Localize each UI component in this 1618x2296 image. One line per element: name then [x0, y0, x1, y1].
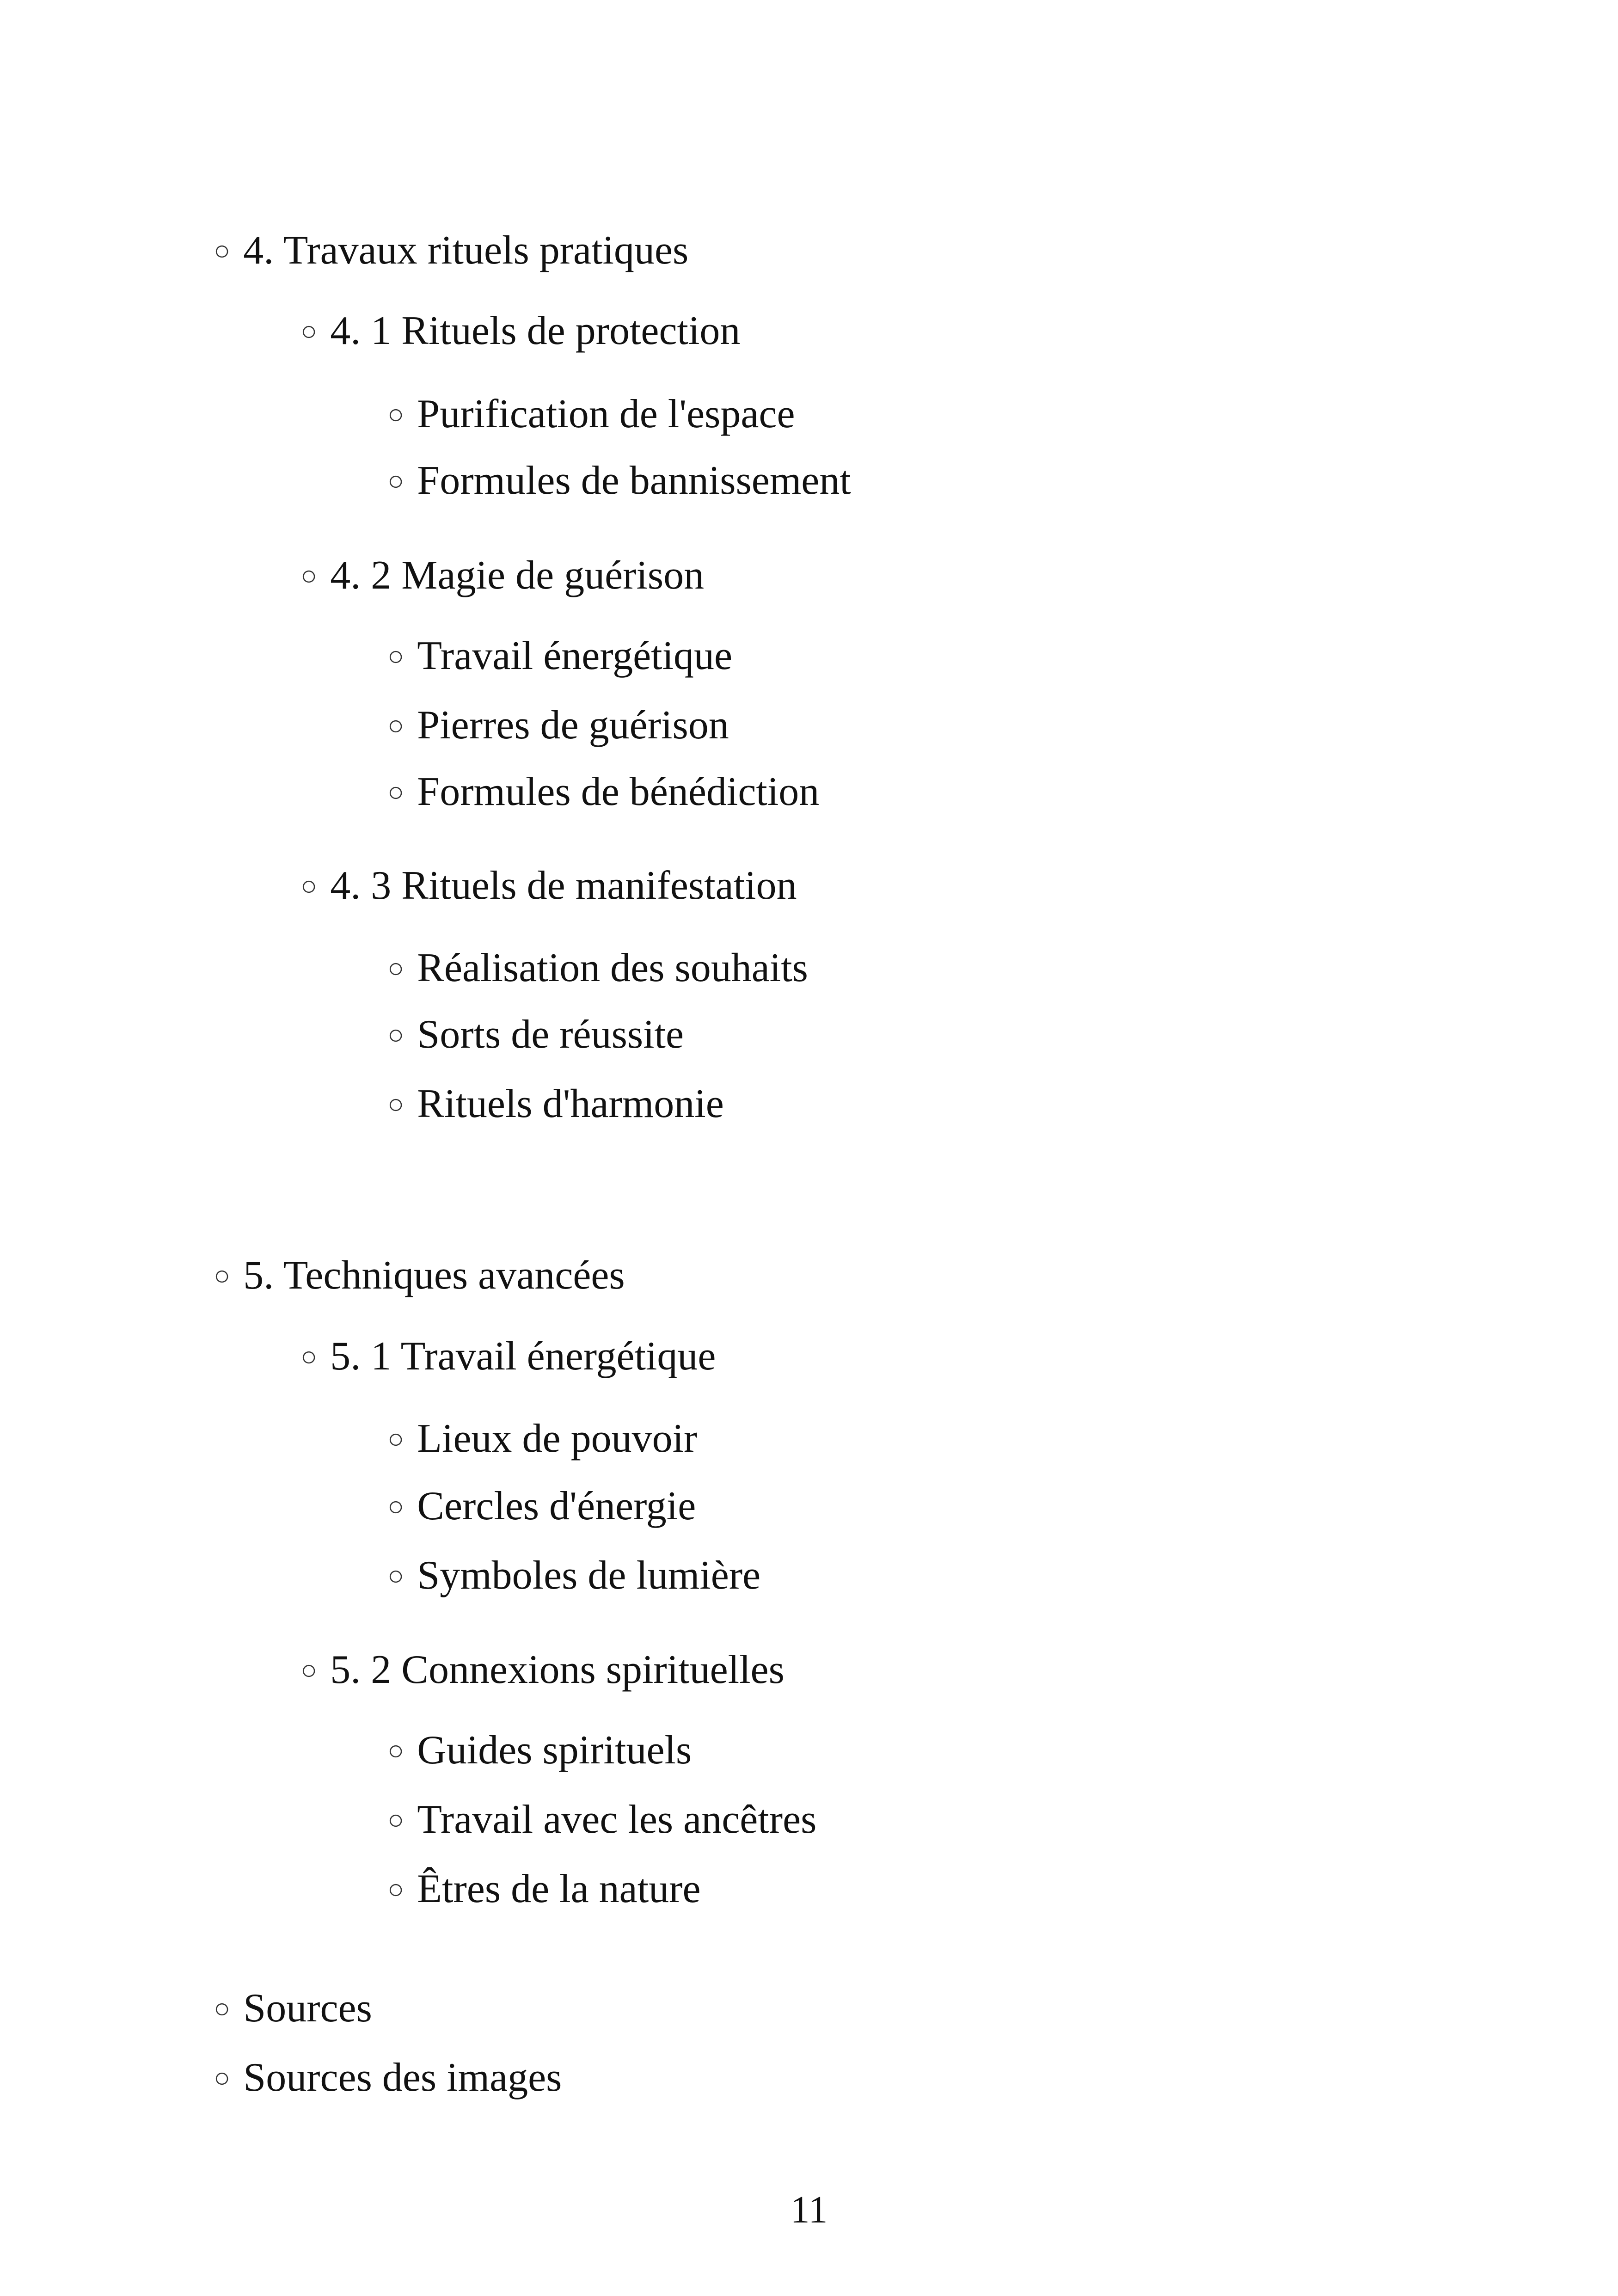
toc-item-label: Formules de bénédiction: [417, 769, 820, 814]
toc-item-label: Purification de l'espace: [417, 392, 795, 436]
bullet-circle-icon: ○: [300, 316, 318, 346]
bullet-circle-icon: ○: [387, 1735, 404, 1766]
bullet-circle-icon: ○: [214, 1260, 231, 1291]
toc-item-level-3: [387, 633, 733, 678]
bullet-circle-icon: ○: [387, 1019, 404, 1050]
toc-item-label: Lieux de pouvoir: [417, 1416, 698, 1461]
toc-item-label: Réalisation des souhaits: [417, 945, 808, 990]
toc-item-level-3: [387, 1418, 697, 1459]
bullet-circle-icon: ○: [387, 1491, 404, 1522]
toc-item-label: 4. Travaux rituels pratiques: [243, 228, 689, 273]
toc-item-level-3: [387, 394, 795, 435]
toc-item-label: Cercles d'énergie: [417, 1484, 696, 1529]
toc-item-label: Sorts de réussite: [417, 1012, 684, 1057]
toc-item-level-3: [387, 1866, 701, 1911]
bullet-circle-icon: ○: [387, 710, 404, 741]
toc-item-level-3: [387, 945, 808, 990]
bullet-circle-icon: ○: [387, 1805, 404, 1835]
toc-item-label: Guides spirituels: [417, 1728, 692, 1773]
toc-item-label: Symboles de lumière: [417, 1553, 761, 1598]
toc-item-label: Sources des images: [243, 2055, 562, 2100]
bullet-circle-icon: ○: [214, 1993, 231, 2024]
bullet-circle-icon: ○: [387, 399, 404, 430]
toc-item-label: Travail énergétique: [417, 633, 733, 678]
toc-item-level-3: [387, 1486, 696, 1527]
toc-item-level-1: [214, 230, 688, 271]
toc-item-label: 5. 1 Travail énergétique: [330, 1334, 716, 1379]
toc-item-level-1: [214, 1988, 372, 2029]
bullet-circle-icon: ○: [387, 1874, 404, 1904]
bullet-circle-icon: ○: [387, 466, 404, 496]
toc-item-level-3: [387, 1730, 692, 1771]
toc-item-level-2: [300, 1336, 716, 1377]
bullet-circle-icon: ○: [387, 641, 404, 671]
bullet-circle-icon: ○: [387, 953, 404, 983]
toc-item-level-3: [387, 1555, 760, 1596]
toc-item-level-3: [387, 1014, 684, 1055]
toc-item-level-3: [387, 1799, 816, 1840]
bullet-circle-icon: ○: [214, 235, 231, 266]
toc-item-level-2: [300, 555, 704, 596]
page-number: 11: [790, 2188, 828, 2231]
toc-item-label: 4. 1 Rituels de protection: [330, 308, 741, 353]
toc-item-label: 4. 3 Rituels de manifestation: [330, 863, 797, 908]
toc-item-level-2: [300, 863, 797, 908]
bullet-circle-icon: ○: [300, 871, 318, 901]
toc-item-level-3: [387, 769, 820, 814]
bullet-circle-icon: ○: [300, 560, 318, 591]
bullet-circle-icon: ○: [387, 1424, 404, 1454]
toc-item-level-1: [214, 2057, 562, 2098]
bullet-circle-icon: ○: [387, 1089, 404, 1119]
toc-item-label: Pierres de guérison: [417, 703, 729, 748]
bullet-circle-icon: ○: [300, 1341, 318, 1372]
toc-item-level-2: [300, 308, 741, 353]
toc-item-label: 4. 2 Magie de guérison: [330, 553, 705, 598]
toc-item-label: Travail avec les ancêtres: [417, 1797, 817, 1842]
toc-item-label: 5. Techniques avancées: [243, 1253, 625, 1298]
toc-item-level-3: [387, 460, 851, 501]
toc-item-label: Rituels d'harmonie: [417, 1081, 724, 1126]
bullet-circle-icon: ○: [214, 2063, 231, 2093]
toc-item-label: 5. 2 Connexions spirituelles: [330, 1647, 784, 1692]
toc-item-label: Formules de bannissement: [417, 458, 851, 503]
bullet-circle-icon: ○: [387, 777, 404, 807]
toc-item-level-2: [300, 1647, 784, 1692]
bullet-circle-icon: ○: [300, 1655, 318, 1685]
toc-item-level-1: [214, 1255, 625, 1296]
toc-item-label: Êtres de la nature: [417, 1866, 701, 1911]
bullet-circle-icon: ○: [387, 1560, 404, 1591]
toc-item-label: Sources: [243, 1986, 372, 2031]
toc-item-level-3: [387, 1081, 724, 1126]
toc-item-level-3: [387, 705, 729, 746]
